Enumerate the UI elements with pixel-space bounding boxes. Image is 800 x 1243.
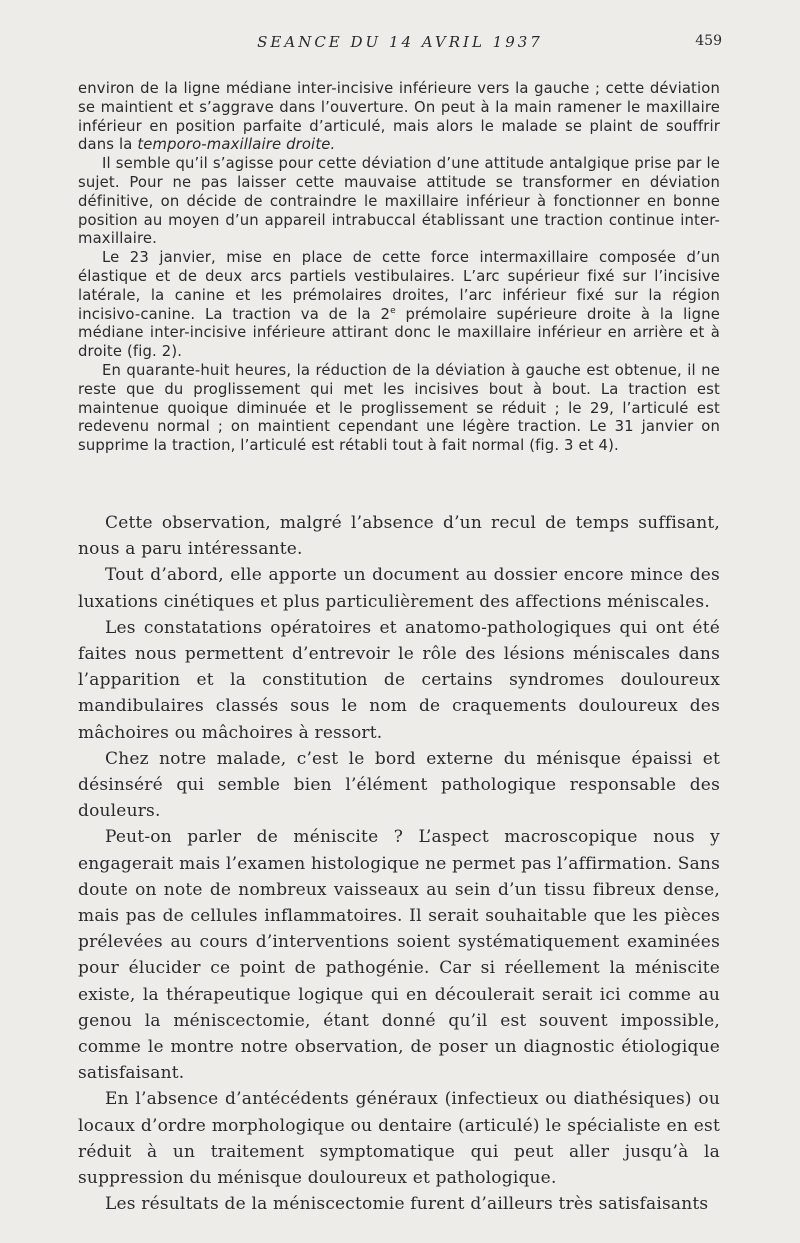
case-paragraph-3 bbox=[78, 249, 720, 362]
commentary-paragraph-3: Les constatations opératoires et anatomo-pathologiques qui ont été faites nous permettent d’entrevoir le rôle des lésions méniscales dans l’apparition et la constitution de certains syndromes douloureux mandibulaires classés sous le nom de craquements douloureux des mâchoires ou mâchoires à ressort. bbox=[78, 617, 720, 743]
case-paragraph-1 bbox=[78, 80, 720, 155]
case-report-section bbox=[78, 80, 720, 456]
running-title: SEANCE DU 14 AVRIL 1937 bbox=[257, 33, 543, 51]
commentary-paragraph-2: Tout d’abord, elle apporte un document au dossier encore mince des luxations cinétiques et plus particulièrement des affections méniscales. bbox=[78, 565, 720, 612]
case-paragraph-2: Il semble qu’il s’agisse pour cette déviation d’une attitude antalgique prise par le sujet. Pour ne pas laisser cette mauvaise attitude se transformer en déviation définitive, on décide de contraindre le maxillaire inférieur à fonctionner en bonne position au moyen d’un appareil intrabuccal établissant une traction continue inter-maxillaire. bbox=[78, 155, 720, 248]
case-paragraph-3-text-a: Le 23 janvier, mise en place de cette force intermaxillaire composée d’un élastique et de deux arcs partiels vestibulaires. L’arc supérieur fixé sur l’incisive latérale, la canine et les prémolaires droites, l’arc inférieur fixé sur la région incisivo-canine. La traction va de la 2 bbox=[78, 249, 720, 323]
commentary-paragraph-6: En l’absence d’antécédents généraux (infectieux ou diathésiques) ou locaux d’ordre morphologique ou dentaire (articulé) le spécialiste en est réduit à un traitement symptomatique qui peut aller jusqu’à la suppression du ménisque douloureux et pathologique. bbox=[78, 1089, 720, 1189]
commentary-section bbox=[78, 510, 720, 1217]
running-header bbox=[0, 33, 800, 57]
commentary-paragraph-7: Les résultats de la méniscectomie furent d’ailleurs très satisfaisants bbox=[105, 1194, 709, 1215]
commentary-paragraph-5: Peut-on parler de méniscite ? L’aspect macroscopique nous y engagerait mais l’examen histologique ne permet pas l’affirmation. Sans doute on note de nombreux vaisseaux au sein d’un tissu fibreux dense, mais pas de cellules inflammatoires. Il serait souhaitable que les pièces prélevées au cours d’interventions soient systématiquement examinées pour élucider ce point de pathogénie. Car si réellement la méniscite existe, la thérapeutique logique qui en découlerait serait ici comme au genou la méniscectomie, étant donné qu’il est souvent impossible, comme le montre notre observation, de poser un diagnostic étiologique satisfaisant. bbox=[78, 827, 720, 1084]
case-paragraph-3-text-b: prémolaire supérieure droite à la ligne médiane inter-incisive inférieure attirant donc le maxillaire inférieur en arrière et à droite (fig. 2). bbox=[78, 305, 720, 361]
page-number: 459 bbox=[695, 33, 722, 49]
case-paragraph-3-superscript: e bbox=[390, 305, 396, 316]
case-paragraph-1-text: environ de la ligne médiane inter-incisive inférieure vers la gauche ; cette déviation se maintient et s’aggrave dans l’ouverture. On peut à la main ramener le maxillaire inférieur en position parfaite d’articulé, mais alors le malade se plaint de souffrir dans la bbox=[78, 80, 720, 154]
case-paragraph-4: En quarante-huit heures, la réduction de la déviation à gauche est obtenue, il ne reste que du proglissement qui met les incisives bout à bout. La traction est maintenue quoique diminuée et le proglissement se réduit ; le 29, l’articulé est redevenu normal ; on maintient cependant une légère traction. Le 31 janvier on supprime la traction, l’articulé est rétabli tout à fait normal (fig. 3 et 4). bbox=[78, 361, 720, 455]
case-paragraph-1-emphasis: temporo-maxillaire droite. bbox=[137, 136, 336, 154]
commentary-paragraph-4: Chez notre malade, c’est le bord externe du ménisque épaissi et désinséré qui semble bien l’élément pathologique responsable des douleurs. bbox=[78, 748, 720, 822]
commentary-paragraph-1: Cette observation, malgré l’absence d’un recul de temps suffisant, nous a paru intéressante. bbox=[78, 513, 720, 560]
